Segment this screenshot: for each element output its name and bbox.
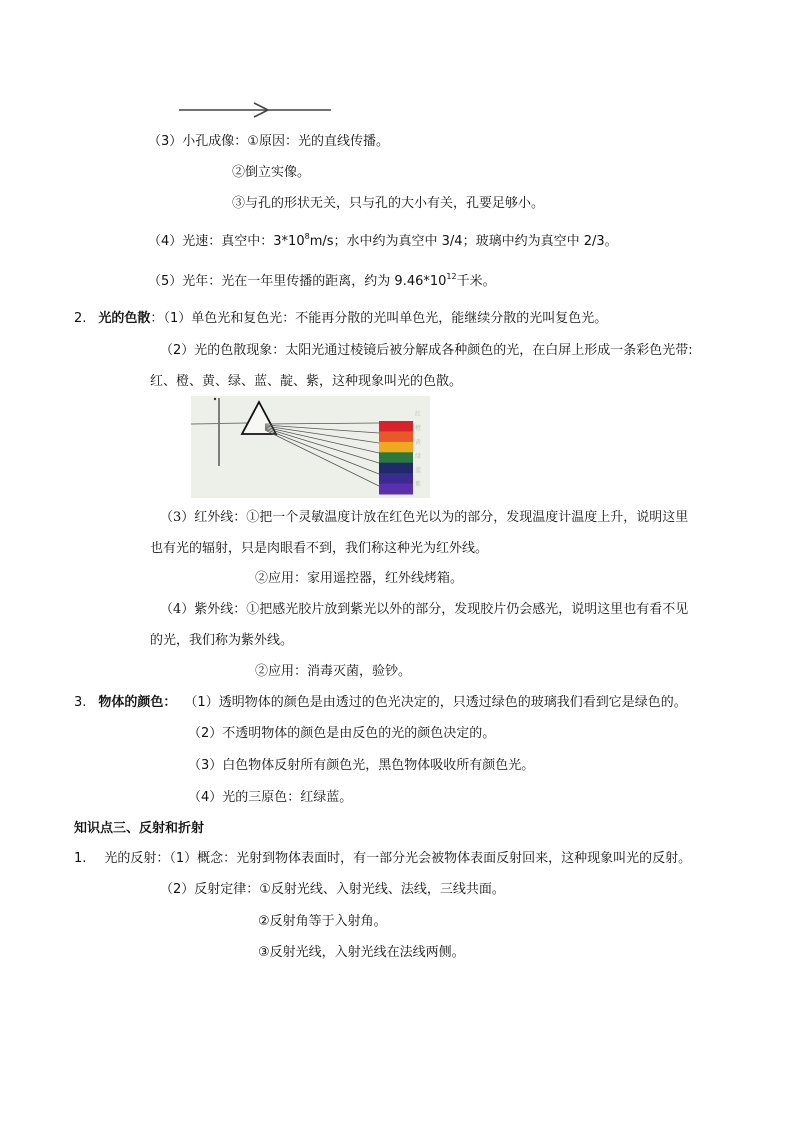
spectrum-stripe	[379, 463, 413, 474]
infrared-line1: （3）红外线：①把一个灵敏温度计放在红色光以为的部分，发现温度计温度上升，说明这里	[160, 510, 689, 525]
svg-text:蓝: 蓝	[415, 467, 422, 474]
pinhole-point-3: ③与孔的形状无关，只与孔的大小有关，孔要足够小。	[232, 196, 545, 211]
object-color-item-4: （4）光的三原色：红绿蓝。	[188, 790, 353, 805]
ultraviolet-line2: 的光，我们称为紫外线。	[150, 633, 294, 648]
svg-text:红: 红	[415, 411, 422, 418]
object-color-item-3: （3）白色物体反射所有颜色光，黑色物体吸收所有颜色光。	[188, 758, 535, 773]
dispersion-item-2-line2: 红、橙、黄、绿、蓝、靛、紫，这种现象叫光的色散。	[150, 374, 463, 389]
reflection-law-1: （2）反射定律：①反射光线、入射光线、法线，三线共面。	[160, 882, 505, 897]
spectrum-stripe	[379, 421, 413, 432]
ultraviolet-line1: （4）紫外线：①把感光胶片放到紫光以外的部分，发现胶片仍会感光，说明这里也有看不见	[160, 602, 689, 617]
svg-text:绿: 绿	[415, 453, 422, 460]
infrared-line2: 也有光的辐射，只是肉眼看不到，我们称这种光为红外线。	[150, 541, 489, 556]
reflection-law-3: ③反射光线，入射光线在法线两侧。	[258, 945, 465, 960]
dispersion-item-2-line1: （2）光的色散现象：太阳光通过棱镜后被分解成各种颜色的光，在白屏上形成一条彩色光带:	[160, 343, 693, 358]
svg-text:橙: 橙	[415, 425, 422, 432]
spectrum-stripe	[379, 431, 413, 442]
prism-dispersion-figure	[191, 396, 430, 498]
svg-text:紫: 紫	[415, 481, 422, 488]
ultraviolet-application: ②应用：消毒灭菌，验钞。	[255, 664, 412, 679]
spectrum-stripe	[379, 473, 413, 484]
spectrum-stripe	[379, 452, 413, 463]
pinhole-heading: （3）小孔成像：①原因：光的直线传播。	[148, 134, 389, 149]
reflection-law-2: ②反射角等于入射角。	[258, 914, 387, 929]
spectrum-stripe	[379, 442, 413, 453]
light-year-line: （5）光年：光在一年里传播的距离，约为 $9.46*10^{12}$千米。	[148, 272, 496, 289]
reflection-concept: 1. 光的反射：（1）概念：光射到物体表面时，有一部分光会被物体表面反射回来，这种现象叫光的反射。	[74, 851, 692, 866]
spectrum-stripe	[379, 484, 413, 495]
object-color-item-2: （2）不透明物体的颜色是由反色的光的颜色决定的。	[188, 726, 496, 741]
light-ray-arrow-icon	[178, 102, 332, 118]
pinhole-point-2: ②倒立实像。	[232, 165, 311, 180]
dispersion-item-1: 2. 光的色散：（1）单色光和复色光：不能再分散的光叫单色光，能继续分散的光叫复色光。	[74, 311, 608, 326]
section-heading: 知识点三、反射和折射	[74, 821, 205, 836]
svg-text:黄: 黄	[415, 439, 422, 446]
infrared-application: ②应用：家用遥控器，红外线烤箱。	[255, 571, 464, 586]
spectrum-band	[379, 421, 413, 495]
light-speed-line: （4）光速：真空中：$3*10^8m/s$；水中约为真空中 3/4；玻璃中约为真空中 2/3。	[148, 232, 618, 249]
object-color-item-1: 3. 物体的颜色： （1）透明物体的颜色是由透过的色光决定的，只透过绿色的玻璃我们看到它是绿色的。	[74, 695, 687, 710]
